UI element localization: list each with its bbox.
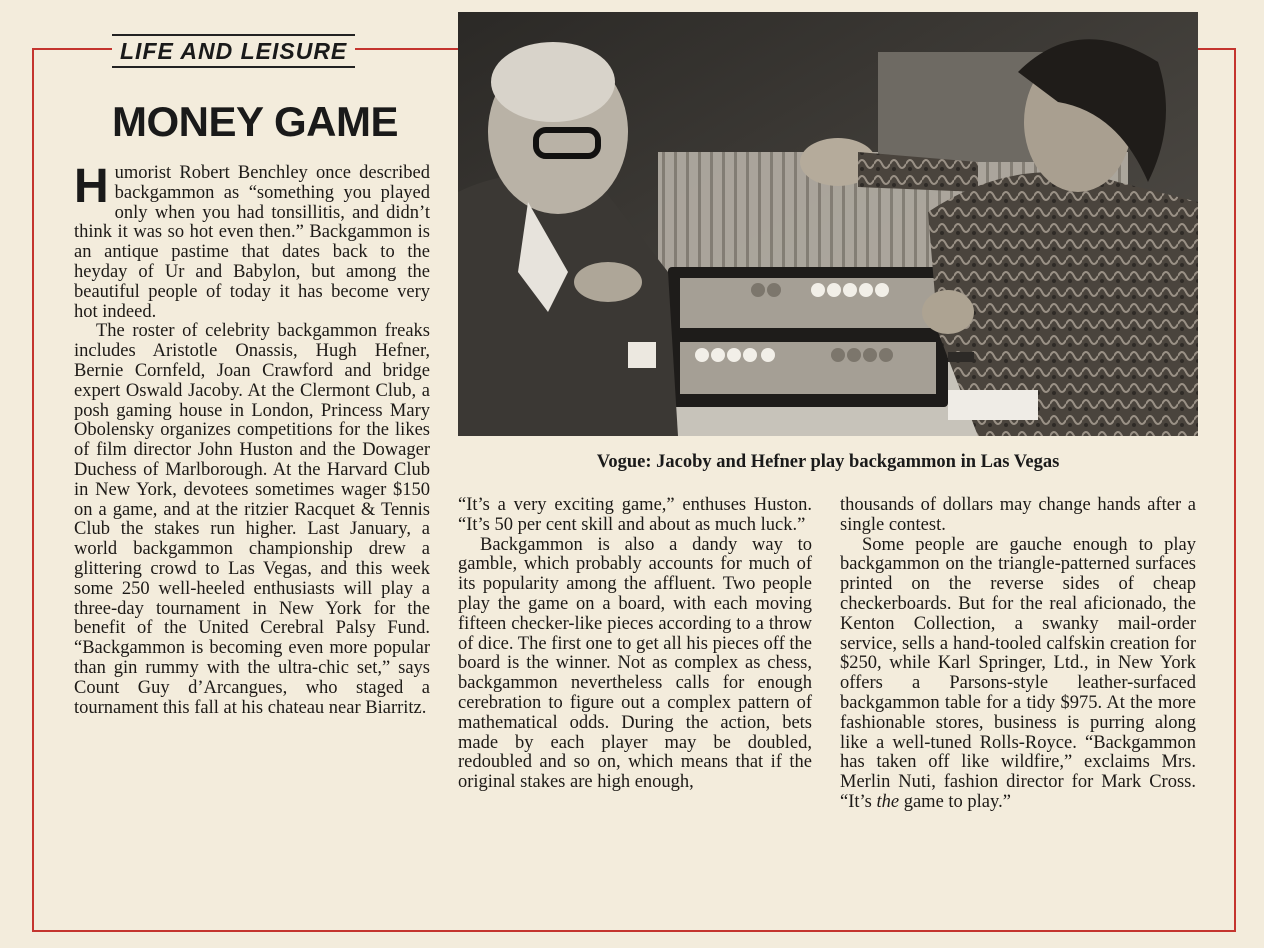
paragraph: The roster of celebrity backgammon freaks includes Aristotle Onassis, Hugh Hefner, Bernie Cornfeld, Joan Crawford and bridge expert Oswald Jacoby. At the Clermont Club, a posh gaming house in London, Princess Mary Obolensky organizes competitions for the likes of film director John Huston and the Dowager Duchess of Marlborough. At the Harvard Club in New York, devotees sometimes wager $150 on a game, and at the ritzier Racquet & Tennis Club the stakes run higher. Last January, a world backgammon championship drew a glittering crowd to Las Vegas, and this week some 250 well-heeled enthusiasts will play a three-day tournament in New York for the benefit of the United Cerebral Palsy Fund. “Backgammon is becoming even more popular than gin rummy with the ultra-chic set,” says Count Guy d’Arcangues, who staged a tournament this fall at his chateau near Biarritz. bbox=[74, 321, 430, 718]
paragraph-text: Some people are gauche enough to play backgammon on the triangle-patterned surfaces printed on the reverse sides of cheap checkerboards. But for the real aficionado, the Kenton Collection, a swanky mail-order service, sells a hand-tooled calfskin creation for $250, while Karl Springer, Ltd., in New York offers a Parsons-style leather-surfaced backgammon table for a tidy $975. At the more fashionable stores, business is purring along like a well-tuned Rolls-Royce. “Backgammon has taken off like wildfire,” exclaims Mrs. Merlin Nuti, fashion director for Mark Cross. “It’s bbox=[840, 534, 1196, 812]
paragraph-text: umorist Robert Benchley once described backgammon as “something you played only when you had tonsillitis, and didn’t think it was so hot even then.” Backgammon is an antique pastime that dates back to the heyday of Ur and Babylon, but among the beautiful people of today it has become very hot indeed. bbox=[74, 163, 430, 322]
emphasis-text: the bbox=[876, 791, 900, 812]
article-title: MONEY GAME bbox=[112, 98, 398, 145]
section-label: LIFE AND LEISURE bbox=[112, 34, 355, 68]
paragraph bbox=[840, 536, 1196, 813]
backgammon-photo-illustration bbox=[458, 12, 1198, 436]
article-column-1 bbox=[74, 160, 430, 718]
paragraph bbox=[74, 160, 430, 322]
paragraph: thousands of dollars may change hands after a single contest. bbox=[840, 495, 1196, 535]
article-column-2 bbox=[458, 496, 812, 793]
drop-cap: H bbox=[74, 160, 109, 213]
article-column-3 bbox=[840, 496, 1196, 813]
paragraph-text-end: game to play.” bbox=[899, 791, 1011, 812]
photo-caption: Vogue: Jacoby and Hefner play backgammon in Las Vegas bbox=[596, 452, 1060, 472]
paragraph: “It’s a very exciting game,” enthuses Huston. “It’s 50 per cent skill and about as much luck.” bbox=[458, 495, 812, 535]
paragraph: Backgammon is also a dandy way to gamble, which probably accounts for much of its popularity among the affluent. Two people play the game on a board, with each moving fifteen checker-like pieces according to a throw of dice. The first one to get all his pieces off the board is the winner. Not as complex as chess, backgammon nevertheless calls for enough cerebration to figure out a complex pattern of mathematical odds. During the action, bets made by each player may be doubled, redoubled and so on, which means that if the original stakes are high enough, bbox=[458, 534, 812, 793]
article-photo bbox=[458, 12, 1198, 436]
